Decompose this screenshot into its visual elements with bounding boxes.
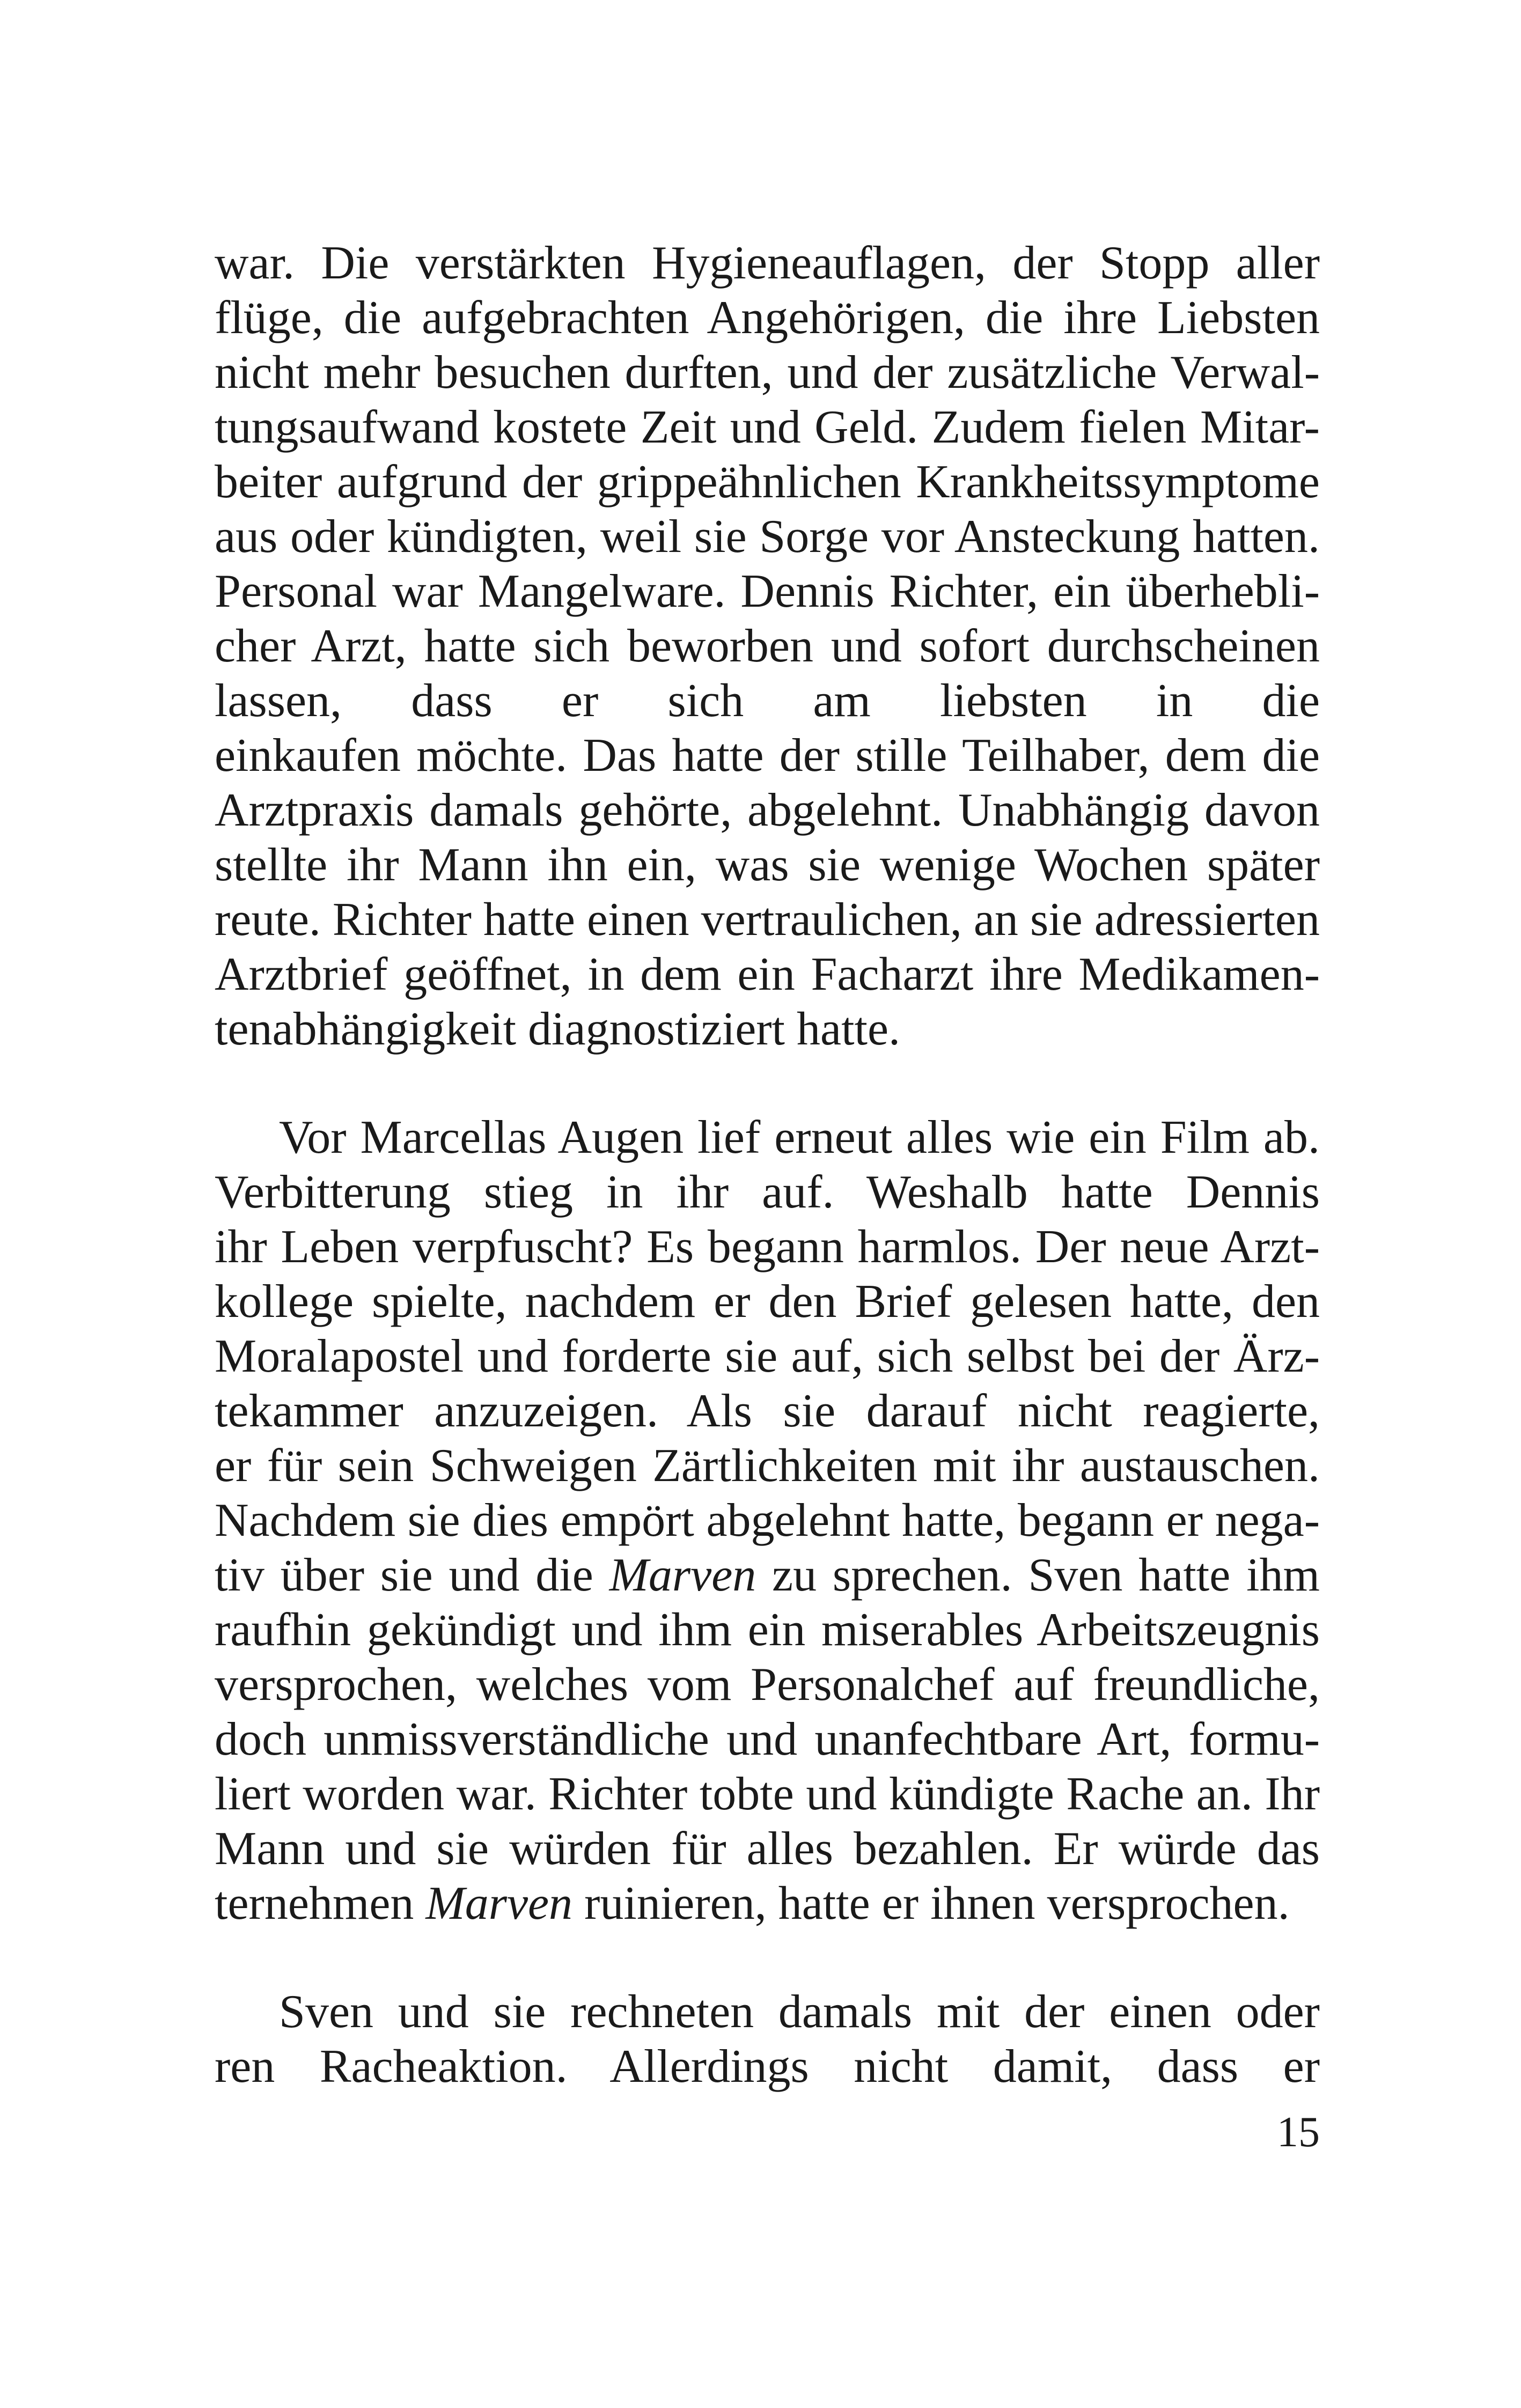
text-segment: ren Racheaktion. Allerdings nicht damit, dass er — [215, 2041, 1320, 2093]
text-line — [215, 1548, 1320, 1603]
italic-text: Marven — [609, 1549, 756, 1601]
text-segment: ihr Leben verpfuscht? Es begann harmlos. Der neue Arzt- — [215, 1221, 1320, 1273]
text-segment: flüge, die aufgebrachten Angehörigen, die ihre Liebsten — [215, 292, 1320, 344]
text-line — [215, 893, 1320, 947]
text-segment: Arztpraxis damals gehörte, abgelehnt. Unabhängig davon — [215, 784, 1320, 836]
text-segment: aus oder kündigten, weil sie Sorge vor Ansteckung hatten. — [215, 511, 1320, 563]
text-line — [215, 1767, 1320, 1822]
text-line — [215, 783, 1320, 838]
text-line — [215, 1822, 1320, 1876]
text-line — [215, 1329, 1320, 1384]
text-segment: Vor Marcellas Augen lief erneut alles wie ein Film ab. — [279, 1111, 1320, 1164]
text-line — [215, 345, 1320, 400]
text-segment: kollege spielte, nachdem er den Brief gelesen hatte, den — [215, 1276, 1320, 1328]
text-segment: Arztbrief geöffnet, in dem ein Facharzt ihre Medikamen- — [215, 948, 1320, 1000]
text-segment: Mann und sie würden für alles bezahlen. Er würde das — [215, 1823, 1320, 1875]
text-segment: Nachdem sie dies empört abgelehnt hatte, begann er nega- — [215, 1494, 1320, 1547]
text-line — [215, 674, 1320, 728]
text-segment: Sven und sie rechneten damals mit der einen oder — [279, 1986, 1320, 2038]
text-line — [215, 455, 1320, 510]
text-segment: tungsaufwand kostete Zeit und Geld. Zudem fielen Mitar- — [215, 401, 1320, 453]
text-segment: liert worden war. Richter tobte und kündigte Rache an. Ihr — [215, 1768, 1320, 1820]
text-segment: war. Die verstärkten Hygieneauflagen, der Stopp aller — [215, 237, 1320, 289]
text-line — [215, 1439, 1320, 1493]
text-line — [215, 236, 1320, 291]
text-line — [215, 1275, 1320, 1329]
text-line — [215, 1110, 1320, 1165]
text-line — [215, 1876, 1320, 1931]
text-segment: einkaufen möchte. Das hatte der stille Teilhaber, dem die — [215, 730, 1320, 782]
page-number: 15 — [1277, 2109, 1320, 2156]
text-segment: cher Arzt, hatte sich beworben und sofort durchscheinen — [215, 620, 1320, 672]
text-line — [215, 291, 1320, 345]
text-line — [215, 2039, 1320, 2094]
text-line — [215, 1220, 1320, 1275]
text-segment: stellte ihr Mann ihn ein, was sie wenige Wochen später — [215, 839, 1320, 891]
text-line — [215, 1658, 1320, 1712]
paragraph-1 — [215, 236, 1320, 1057]
text-line — [215, 510, 1320, 564]
text-segment: Moralapostel und forderte sie auf, sich selbst bei der Ärz- — [215, 1330, 1320, 1382]
paragraph-2 — [215, 1110, 1320, 1931]
text-segment: zu sprechen. Sven hatte ihm — [772, 1549, 1320, 1601]
text-line — [215, 619, 1320, 674]
text-segment: Verbitterung stieg in ihr auf. Weshalb hatte Dennis — [215, 1166, 1320, 1218]
text-line — [215, 1712, 1320, 1767]
text-segment: tenabhängigkeit diagnostiziert hatte. — [215, 1003, 901, 1055]
text-segment: ruinieren, hatte er ihnen versprochen. — [572, 1877, 1290, 1930]
text-segment: Personal war Mangelware. Dennis Richter, ein überhebli- — [215, 565, 1320, 617]
text-segment: beiter aufgrund der grippeähnlichen Krankheitssymptome — [215, 456, 1320, 508]
text-line — [215, 947, 1320, 1002]
text-segment: ternehmen — [215, 1877, 426, 1930]
paragraph-3 — [215, 1985, 1320, 2094]
text-segment: reute. Richter hatte einen vertraulichen, an sie adressierten — [215, 894, 1320, 946]
text-line — [215, 838, 1320, 893]
text-segment: er für sein Schweigen Zärtlichkeiten mit ihr austauschen. — [215, 1440, 1320, 1492]
text-segment: lassen, dass er sich am liebsten in die — [215, 675, 1320, 727]
italic-text: Marven — [425, 1877, 573, 1930]
text-line — [215, 1493, 1320, 1548]
text-segment: versprochen, welches vom Personalchef auf freundliche, — [215, 1659, 1320, 1711]
text-segment: doch unmissverständliche und unanfechtbare Art, formu- — [215, 1713, 1320, 1765]
text-line — [215, 400, 1320, 455]
text-line — [215, 728, 1320, 783]
text-line — [215, 1002, 1320, 1057]
text-line — [215, 1165, 1320, 1220]
text-segment: nicht mehr besuchen durften, und der zusätzliche Verwal- — [215, 347, 1320, 399]
text-line — [215, 1603, 1320, 1658]
text-segment: raufhin gekündigt und ihm ein miserables Arbeitszeugnis — [215, 1604, 1320, 1656]
text-line — [215, 1384, 1320, 1439]
text-segment: tekammer anzuzeigen. Als sie darauf nicht reagierte, — [215, 1385, 1320, 1437]
text-segment: tiv über sie und die — [215, 1549, 609, 1601]
text-line — [215, 564, 1320, 619]
text-line — [215, 1985, 1320, 2039]
